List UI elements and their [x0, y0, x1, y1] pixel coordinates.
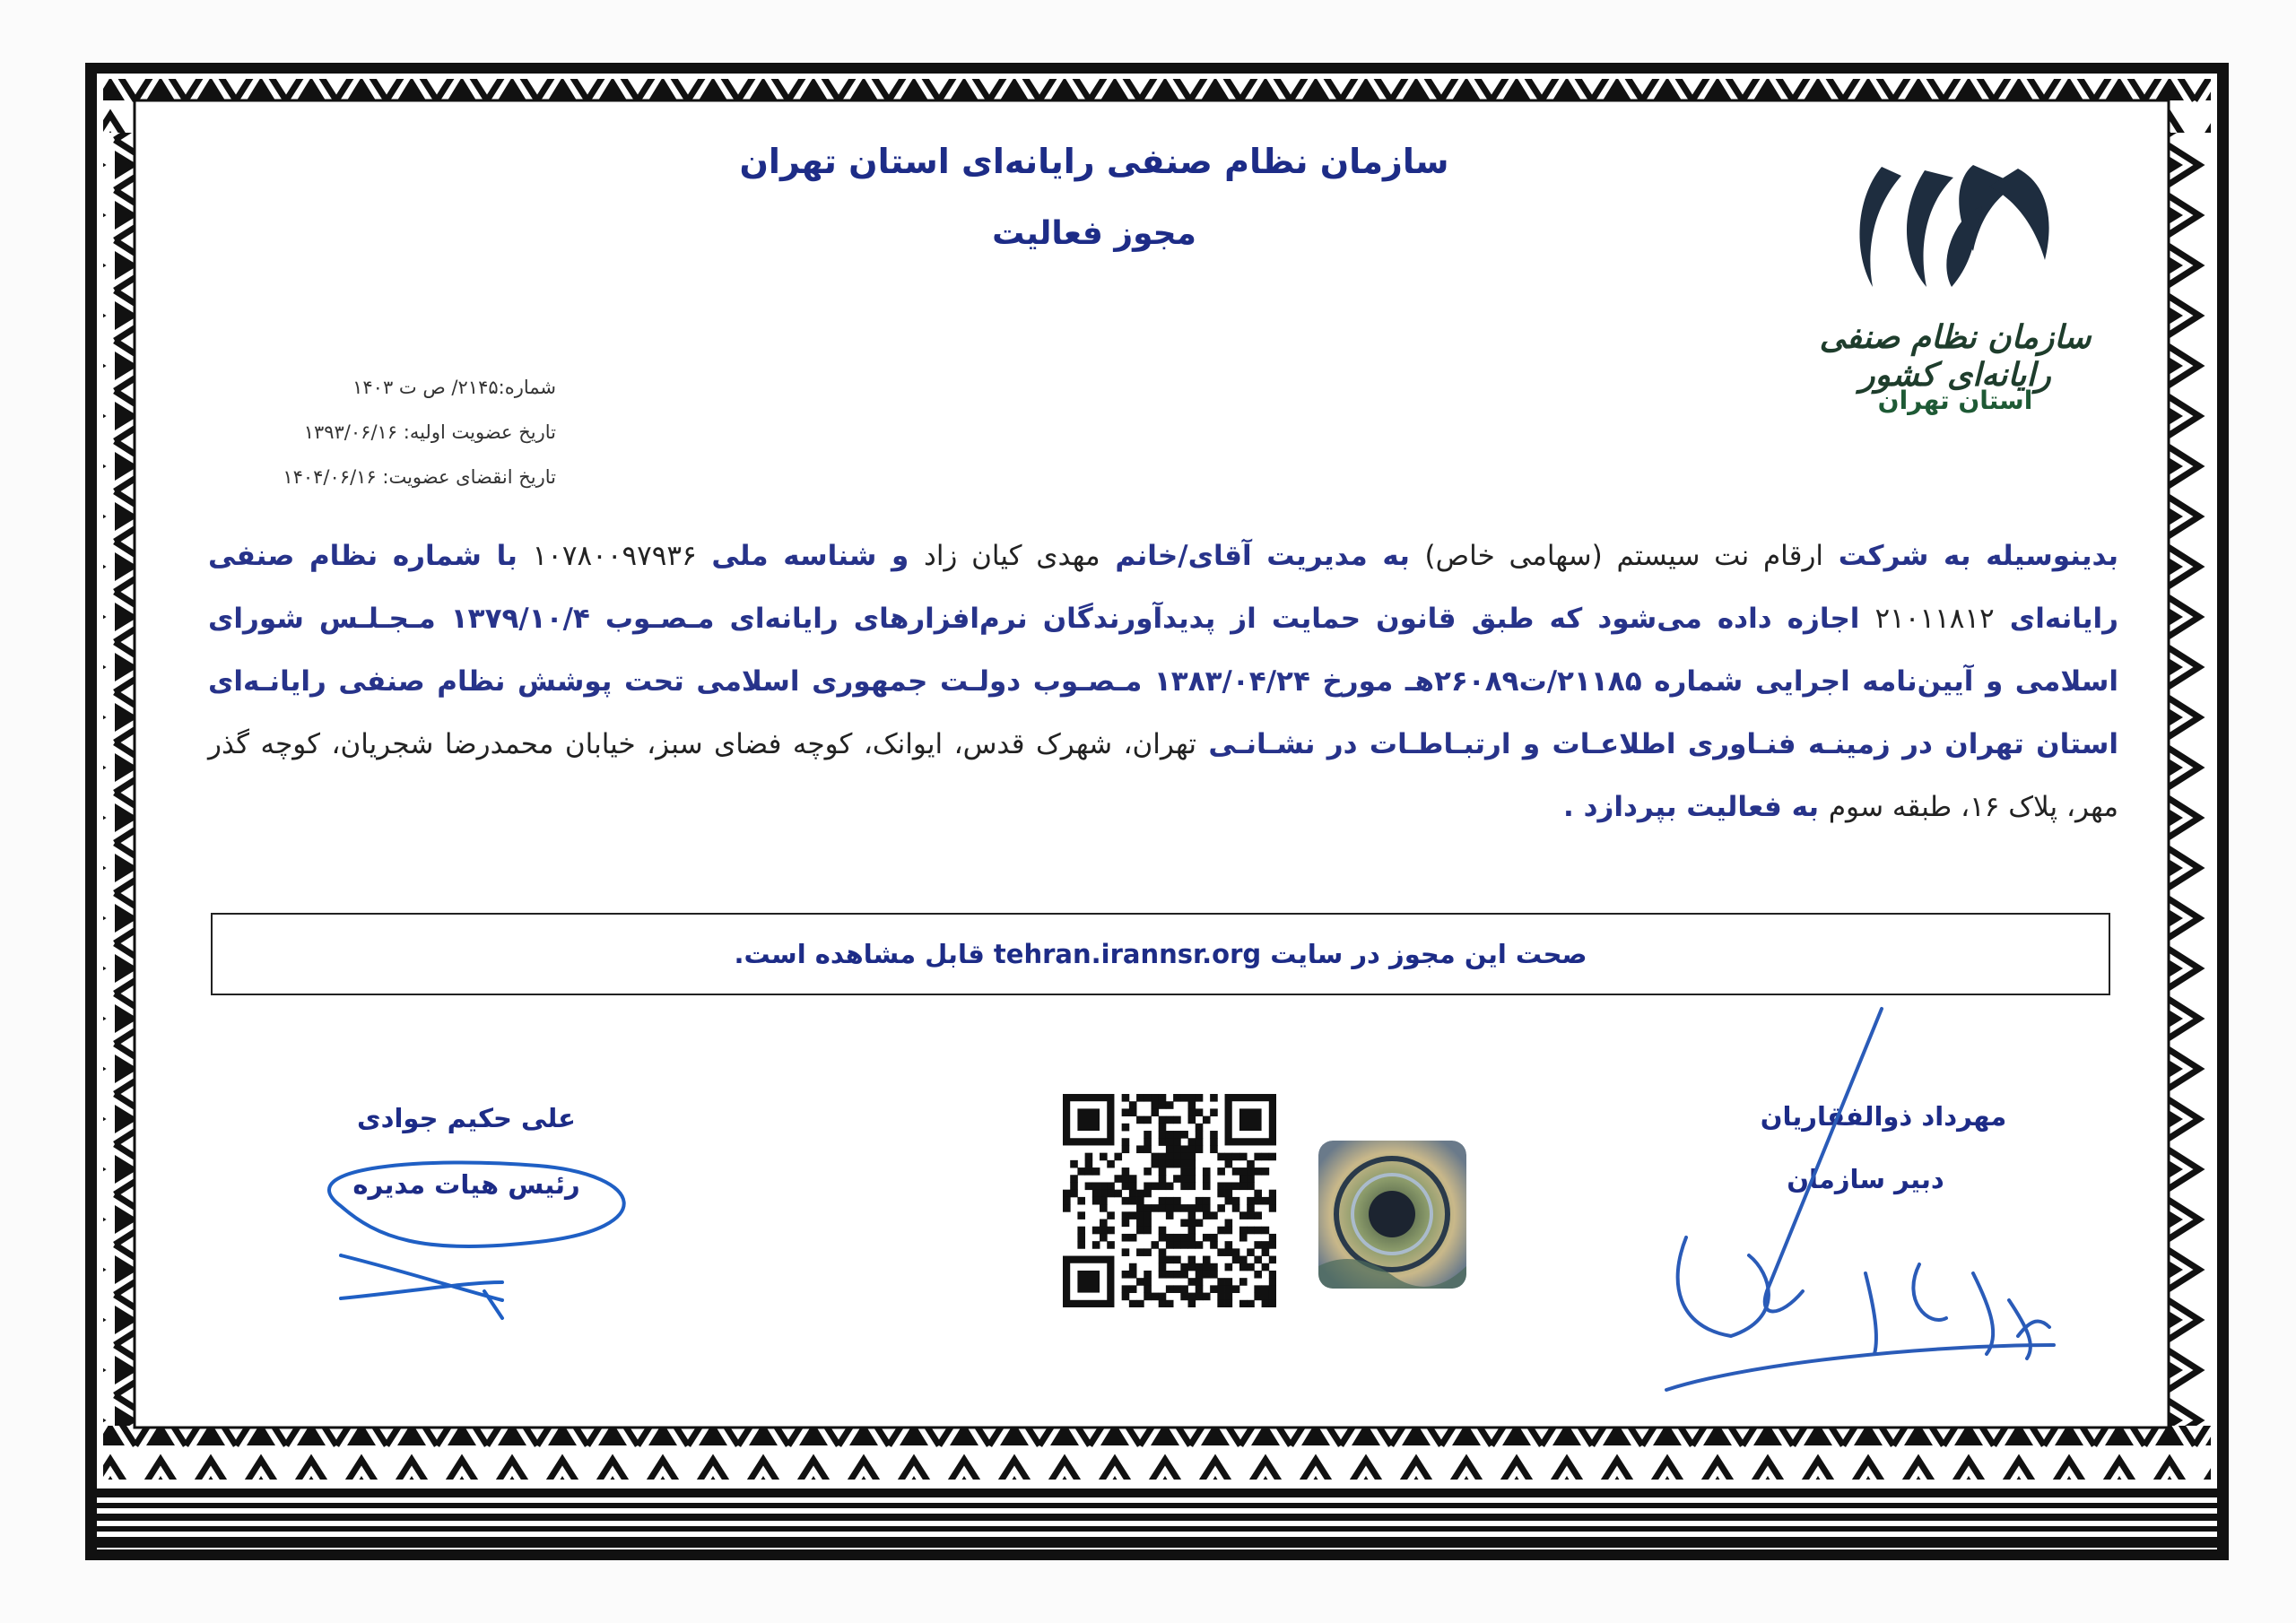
hologram-seal — [1318, 1141, 1466, 1289]
body-text-part: بدینوسیله به شرکت — [1838, 540, 2119, 572]
secretary-title: دبیر سازمان — [1787, 1164, 1944, 1194]
guild-number: ۲۱۰۱۱۸۱۲ — [1874, 603, 1995, 635]
license-body-text — [208, 525, 2118, 838]
body-text-part: به مدیریت آقای/خانم — [1115, 540, 1410, 572]
body-text-part: با شماره نظام صنفی رایانه‌ای — [208, 540, 2119, 635]
manager-name: مهدی کیان زاد — [924, 540, 1100, 572]
qr-code — [1063, 1094, 1276, 1307]
membership-expiry-date: تاریخ انقضای عضویت: ۱۴۰۴/۰۶/۱۶ — [283, 466, 556, 488]
body-text-part: به فعالیت بپردازد . — [1563, 791, 1820, 823]
company-name: ارقام نت سیستم (سهامی خاص) — [1424, 540, 1824, 572]
body-text-part: اجازه داده می‌شود که طبق قانون حمایت از پدیدآورندگان نرم‌افزارهای رایانه‌ای مـصـوب ۱۳۷۹/۱۰/۴ مـجـلـس شورای اسلامی و آیین‌نامه اجرایی شماره ۲۱۱۸۵/ت۲۶۰۸۹هـ مورخ ۱۳۸۳/۰۴/۲۴ مـصـوب دولـت جمهوری اسلامی تحت پوشش نظام صنفی رایانـه‌ای استان تهران در زمینـه فنـاوری اطلاعـات و ارتبـاطـات در نشـانـی — [208, 603, 2119, 760]
verification-text: صحت این مجوز در سایت tehran.irannsr.org قابل مشاهده است. — [734, 939, 1587, 969]
organization-logo-text: سازمان نظام صنفی رایانه‌ای کشور — [1819, 318, 2092, 394]
secretary-name: مهرداد ذوالفقاریان — [1760, 1101, 2007, 1132]
organization-logo-province: استان تهران — [1877, 386, 2033, 415]
verification-box — [211, 913, 2110, 995]
reference-number: شماره:۲۱۴۵/ ص ت ۱۴۰۳ — [352, 377, 556, 398]
board-chairman-name: علی حکیم جوادی — [356, 1103, 576, 1133]
initial-membership-date: تاریخ عضویت اولیه: ۱۳۹۳/۰۶/۱۶ — [303, 421, 556, 443]
organization-title: سازمان نظام صنفی رایانه‌ای استان تهران — [739, 142, 1449, 181]
board-chairman-title: رئیس هیات مدیره — [352, 1169, 580, 1200]
body-text-part: و شناسه ملی — [711, 540, 909, 572]
business-address: تهران، شهرک قدس، ایوانک، کوچه فضای سبز، خیابان محمدرضا شجریان، کوچه گذر مهر، پلاک ۱۶، طبقه سوم — [208, 728, 2118, 823]
national-id: ۱۰۷۸۰۰۹۷۹۳۶ — [532, 540, 697, 572]
document-title: مجوز فعالیت — [992, 215, 1196, 252]
